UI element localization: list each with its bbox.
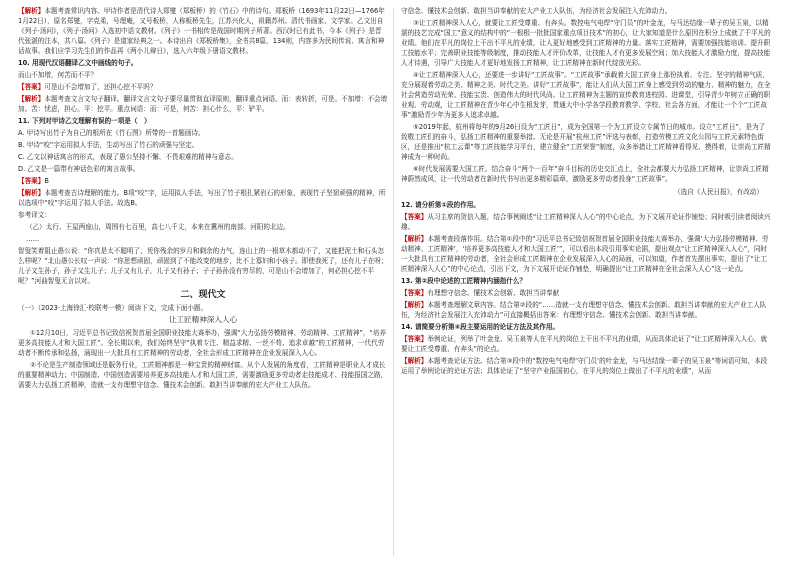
right-answer-block [401,212,771,232]
translation-line [18,222,388,232]
answer-tag: 【解析】 [401,235,428,243]
answer-text: 举例论证，列举了叶金龙、吴玉泉等人在平凡的岗位上干出不平凡的业绩，从而具体论证了“让工匠精神深入人心，就要让工匠受尊重、有奔头”的论点。 [401,335,768,353]
answer-text: 从习主席的贺信入题，结合事例阐述“让工匠精神深入人心”的中心论点，为下文展开论证作铺垫；同时吸引读者阅读兴趣。 [401,213,771,231]
question-line [18,58,388,68]
answer-tag: 【答案】 [401,289,428,297]
answer-tag: 【答案】 [18,177,45,185]
paragraph-text: ①12月10日，习近平总书记致信祝贺首届全国职业技能大赛举办，强调“大力弘扬劳模精神、劳动精神、工匠精神”，“培养更多高技能人才和大国工匠”。全长期以来，我们始终坚守“执着专注、精益求精、一丝不苟、追求卓越”的工匠精神，一代代劳动者不断传承和弘扬，涌现出一大批具有工匠精神的劳动者，全社会形成工匠精神在企业发展深入人心。 [18,329,387,357]
paragraph [18,328,388,358]
question-line [401,200,771,210]
source-note [401,187,763,197]
text-line [18,164,388,174]
text-line [18,210,388,220]
answer-tag: 【答案】 [401,213,428,221]
line-text: （一）（2023·上海徐汇·校联考一模）阅读下文，完成下面小题。 [18,304,208,312]
text-line [401,6,771,16]
question-text: 14. 请简要分析第④段主要运用的论证方法及其作用。 [401,323,560,331]
text-line [18,128,388,138]
right-answer-block [401,288,771,298]
answer-tag: 【解析】 [401,357,428,365]
question-text: 13. 第②段中论述的工匠精神内涵指什么？ [401,277,527,285]
text-line [18,70,388,80]
article-title [18,315,388,325]
text-line [18,303,388,313]
paragraph [18,360,388,390]
line-text: 智叟笑着阻止愚公说：“你真是太不聪明了，凭你残余的岁月和剩余的力气，连山上的一根草木都动不了，又能把泥土和石头怎么样呢？”北山愚公长叹一声说：“你思想顽固，顽固到了不能改变的地步，比不上寡妇和小孩子。即使我死了，还有儿子在呀；儿子又生孙子，孙子又生儿子；儿子又有儿子，儿子又有孙子；子子孙孙没有穷尽的，可是山不会增加了，何必担心挖不平呢？”河曲智叟无言以对。 [18,247,388,285]
paragraph-text: ④让工匠精神深入人心，还要进一步讲好“工匠故事”。“工匠故事”承载着大国工匠身上那份执着、专注、坚守的精神气质，充分展现着劳动之美、精神之美、时代之美。讲好“工匠故事”，能让人们从大国工匠身上感受到劳动的魅力、精神的魅力，在全社会营造劳动光荣、技能宝贵、创造伟大的时代风尚。让工匠精神为主题的宣传教育进校园、进课堂，引导青少年树立正确的职业观、劳动观，让工匠精神在青少年心中生根发芽，贯通大中小学各学段教育教学、学校、社会各方面，才能让一个个“工匠故事”激励青少年为更多人追求卓越。 [401,71,771,119]
right-column [401,6,771,378]
section-heading-text: 二、现代文 [180,290,226,300]
paragraph-text: ③让工匠精神深入人心，就要让工匠受尊重、有奔头。数控电气电焊“守门员”的叶金龙，与马达结缘一辈子的吴玉泉，以精湛的技艺完成“国工”意义的结构中的“一根根一批批国家重点项目技术”的初心，让大家知道是什么原因在积分上成就了千平凡的业绩。他们在平凡的岗位上干出不平凡的业绩，让人更好地感受到工匠精神的力量。落实工匠精神，需要加强技能培训、提升职工技能水平；完善职业技能等级制度，推动技能人才评价改革，让技能人才有更多发展空间；加大技能人才激励力度，提高技能人才待遇，引导广大技能人才更好地发扬工匠精神，让工匠精神在新时代绽放光彩。 [401,19,771,67]
answer-tag: 【答案】 [18,83,45,91]
paragraph [401,18,771,68]
line-text: 而山不加增，何苦而不平？ [18,71,98,79]
answer-tag: 【答案】 [401,335,428,343]
question-text: 12. 请分析第①段的作用。 [401,201,480,209]
translation-line [18,234,388,244]
answer-text: 本题考查古诗理解的能力。B项“咬”字，运用拟人手法，写出了竹子根扎紧岩石的形象，表现竹子坚韧顽强的精神，所以选项中“咬”字运用了拟人手法。故选B。 [18,189,386,207]
question-line [401,322,771,332]
left-answer-block [18,82,388,92]
line-text: D. 乙文是一篇带有神话色彩的寓言故事。 [18,165,140,173]
left-answer-block [18,176,388,186]
question-text: 11. 下列对甲诗乙文理解有误的一项是（ ） [18,117,151,125]
left-answer-block [18,6,388,56]
section-heading [18,290,388,300]
paragraph-text: ②不论是生产制造领域还是服务行业，工匠精神都是一种宝贵的精神财富。从个人发展的角度看，工匠精神是职业人才成长的重要精神动力；中国制造、中国创造需要培养更多高技能人才和大国工匠，需要激励更多劳动者走技能成才、技能报国之路，需要大力弘扬工匠精神，造就一支有理想守信念、懂技术会创新、敢担当讲奉献的宏大产业工人队伍。 [18,361,388,389]
text-line [18,246,388,286]
paragraph-text: ⑤2019年起，杭州将每年的9月26日设为“工匠日”，成为全国第一个为工匠设立专属节日的城市。设立“工匠日”，是为了致敬工匠们的奋斗，弘扬工匠精神的重要举措。无论是开展“杭州工匠”评选与表彰，打造劳模工匠文化公园与工匠元素特色街区，还是推出“杭工云课”等工匠技能学习平台，建立健全“工匠荣誉”制度，众多举措让工匠精神看得见、摸得着，让崇尚工匠精神成为一种时尚。 [401,123,771,161]
answer-text: 本题考查常识内容。甲诗作者是清代诗人郑燮（郑板桥）的《竹石》中的诗句。郑板桥（1693年11月22日—1766年1月22日），原名郑燮，字克柔，号理庵，又号板桥，人称板桥先生，江苏兴化人，祖籍苏州。清代书画家、文学家。乙文出自《列子·汤问》，《列子·汤问》入选初中语文教材。《列子》一书相传是战国时期列子所著。西汉时已有此书，今本《列子》是晋代张湛的注本，共八篇。《列子》是道家经典之一。本诗出自《郑板桥集》，全书共8篇，134则，内容多为民间传说、寓言和神话故事。我们应学习先生们的作品再《两小儿辩日》，选入六年级下册语文教材。 [18,7,385,55]
answer-text: 本题考查理解文章内容。结合第②段的“……造就一支有理想守信念、懂技术会创新、敢担当讲奉献的宏大产业工人队伍，为经济社会发展注入充沛动力”可直接概括出答案：有理想守信念、懂技术会创新、敢担当讲奉献。 [401,301,767,319]
answer-text: 有理想守信念、懂技术会创新、敢担当讲奉献 [427,289,560,297]
line-text: B. 甲诗“咬”字运用拟人手法，生动写出了竹石的顽强与坚定。 [18,141,199,149]
paragraph [401,164,771,184]
source-note-text: （选自《人民日报》，有改动） [673,188,763,196]
question-text: 10. 用现代汉语翻译乙文中画线的句子。 [18,59,138,67]
right-answer-block [401,334,771,354]
answer-text: 本题考查论证方法。结合第③段中的“数控电气电焊‘守门员’的叶金龙，与马达结缘一辈子的吴玉泉”等词语可知，本段运用了举例论证的论证方法；具体论证了“坚守产业报国初心，在平凡的岗位上做出了不平凡的业绩”，从而 [401,357,768,375]
paragraph [401,122,771,162]
left-answer-block [18,94,388,114]
right-answer-block [401,234,771,274]
answer-tag: 【解析】 [18,189,45,197]
text-line [18,152,388,162]
right-answer-block [401,356,771,376]
article-title-text: 让工匠精神深入人心 [168,315,238,324]
answer-text: 可是山不会增加了，还担心挖不平吗？ [44,83,157,91]
left-column [18,6,388,392]
paragraph [401,70,771,120]
translation-text: …… [26,235,40,243]
column-divider [393,8,394,556]
paragraph-text: ⑥时代发展需要大国工匠。结合奋斗“两个一百年”奋斗目标的历史交汇点上，全社会都要大力弘扬工匠精神，让崇尚工匠精神蔚然成风，让一代劳动者在新时代书写出更多精彩篇章，激励更多劳动者投身“工匠故事”。 [401,165,769,183]
answer-tag: 【解析】 [401,301,428,309]
right-answer-block [401,300,771,320]
answer-tag: 【解析】 [18,7,45,15]
line-text: 守信念、懂技术会创新、敢担当讲奉献的宏大产业工人队伍，为经济社会发展注入充沛动力。 [401,7,672,15]
question-line [18,116,388,126]
answer-text: 本题考查文言文句子翻译。翻译文言文句子要尽量贯彻直译原则，翻译重点词语。而：表转折，可是。不加增：不会增加。苦：忧虑，担心。平：挖平。重点词语：而：可是，何苦：担心什么，平：铲平。 [18,95,388,113]
answer-tag: 【解析】 [18,95,45,103]
answer-text: 本题考查段落作用。结合第①段中的“习近平总书记致信祝贺首届全国职业技能大赛举办，强调‘大力弘扬劳模精神、劳动精神、工匠精神’，‘培养更多高技能人才和大国工匠’”，可以看出本段引用事实论据，提出观点“让工匠精神深入人心”，同时一大批具有工匠精神的劳动者，全社会形成工匠精神在企业发展深入人心的局面，可以知道，作者首先摆出事实，提出了“让工匠精神深入人心”的中心论点，引出下文，为下文展开论证作铺垫，明确提出“让工匠精神在全社会深入人心”这一论点。 [401,235,769,273]
left-answer-block [18,188,388,208]
answer-text: B [44,177,49,185]
line-text: C. 乙文以神话寓言的形式，表现了愚公坚持不懈、不畏艰难的精神与意志。 [18,153,238,161]
line-text: A. 甲诗写出竹子为自己的根所在《竹石图》所带的一首题画诗。 [18,129,205,137]
translation-text: （乙）太行、王屋两座山，周围有七百里，高七八千丈，本来在冀州的南部、河阳的北边。 [26,223,290,231]
text-line [18,140,388,150]
question-line [401,276,771,286]
line-text: 参考译文： [18,211,51,219]
